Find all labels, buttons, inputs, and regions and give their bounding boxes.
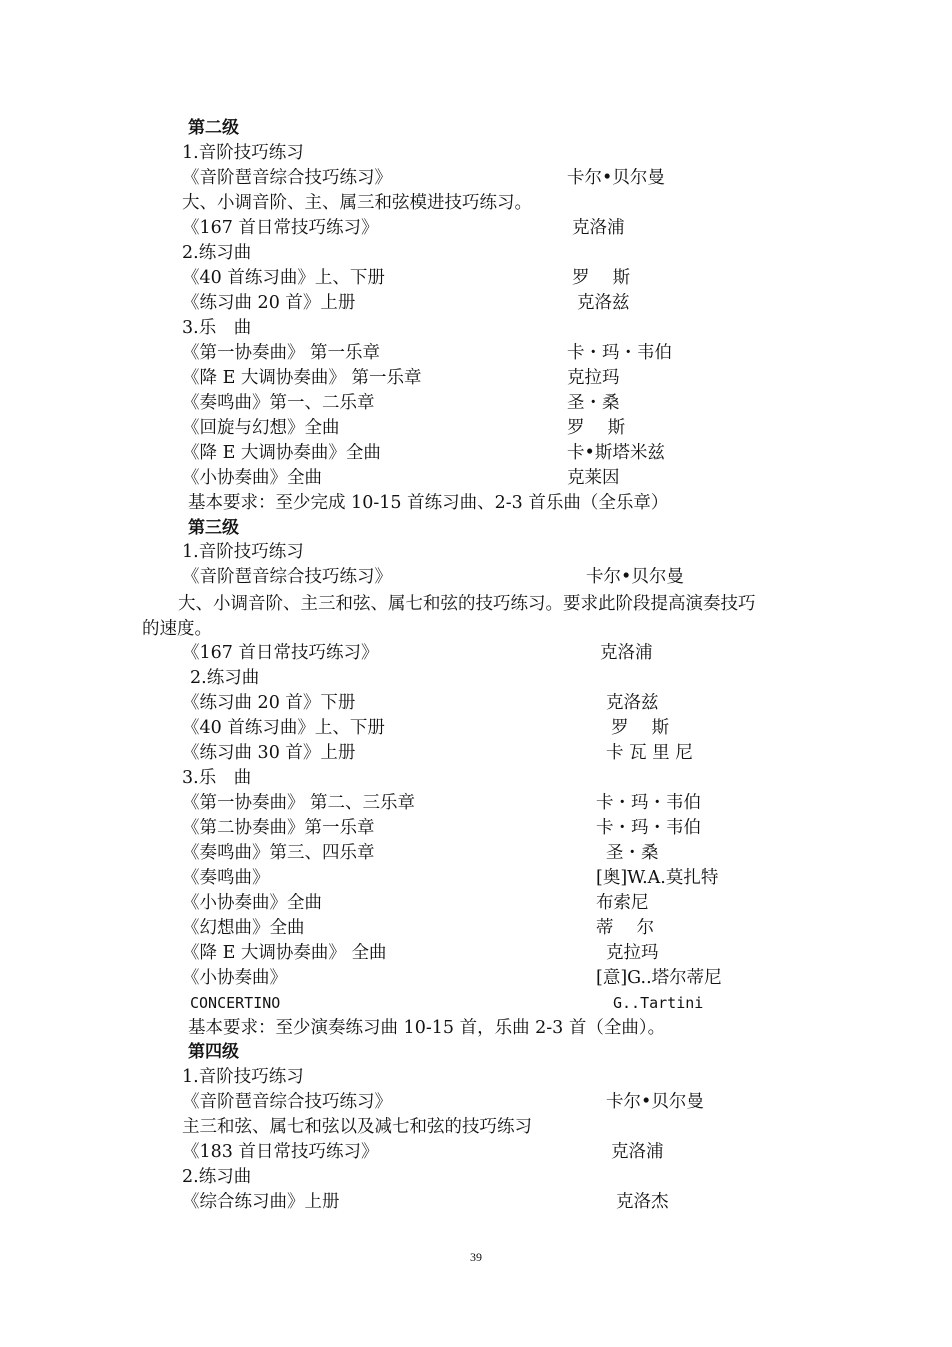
page-number: 39 [470,1250,482,1264]
line-author: 卡 瓦 里 尼 [606,743,693,763]
level-2-heading: 第二级 [188,118,239,138]
line-text: 《167 首日常技巧练习》 [182,218,379,238]
line-text: 《综合练习曲》上册 [182,1192,340,1212]
line-text: 大、小调音阶、主三和弦、属七和弦的技巧练习。要求此阶段提高演奏技巧 [178,594,756,614]
line-author: [奥]W.A.莫扎特 [596,868,719,888]
line-text: 《183 首日常技巧练习》 [182,1142,379,1162]
line-author: 卡•斯塔米兹 [567,443,665,463]
requirement-text: 基本要求：至少完成 10-15 首练习曲、2-3 首乐曲（全乐章） [188,493,669,513]
level-3-heading: 第三级 [188,518,239,538]
line-text: 《音阶琶音综合技巧练习》 [182,168,392,188]
line-text: 《奏鸣曲》第一、二乐章 [182,393,375,413]
line-text: 《小协奏曲》全曲 [182,468,322,488]
line-text: 1.音阶技巧练习 [182,542,304,562]
line-text: 2.练习曲 [190,668,260,688]
line-author: 卡尔•贝尔曼 [606,1092,704,1112]
line-text: 《音阶琶音综合技巧练习》 [182,567,392,587]
line-text: 《回旋与幻想》全曲 [182,418,340,438]
line-author: 卡尔•贝尔曼 [586,567,684,587]
line-author: 卡・玛・韦伯 [596,818,701,838]
line-text: 《练习曲 30 首》上册 [182,743,356,763]
line-text: 《167 首日常技巧练习》 [182,643,379,663]
line-text: 《第一协奏曲》 第一乐章 [182,343,381,363]
line-text: CONCERTINO [190,994,281,1012]
line-text: 的速度。 [142,619,212,639]
line-author: 卡・玛・韦伯 [567,343,672,363]
line-text: 《小协奏曲》全曲 [182,893,322,913]
line-author: 克洛浦 [611,1142,664,1162]
line-author: 克拉玛 [606,943,659,963]
line-author: 蒂 尔 [596,918,655,938]
line-text: 《练习曲 20 首》下册 [182,693,356,713]
line-text: 3.乐 曲 [182,768,252,788]
line-author: 罗 斯 [611,718,670,738]
line-text: 《音阶琶音综合技巧练习》 [182,1092,392,1112]
line-text: 《奏鸣曲》 [182,868,270,888]
line-author: 克洛兹 [606,693,659,713]
line-text: 《幻想曲》全曲 [182,918,305,938]
line-author: 布索尼 [596,893,649,913]
line-author: 克洛浦 [572,218,625,238]
line-author: 克洛兹 [577,293,630,313]
level-4-heading: 第四级 [188,1042,239,1062]
line-author: 圣・桑 [567,393,620,413]
line-author: [意]G..塔尔蒂尼 [596,968,722,988]
line-text: 主三和弦、属七和弦以及减七和弦的技巧练习 [182,1117,532,1137]
line-author: 克莱因 [567,468,620,488]
line-text: 3.乐 曲 [182,318,252,338]
line-author: 罗 斯 [567,418,626,438]
requirement-text: 基本要求：至少演奏练习曲 10-15 首，乐曲 2-3 首（全曲）。 [188,1018,666,1038]
line-text: 《降 E 大调协奏曲》 全曲 [182,943,387,963]
line-text: 《第二协奏曲》第一乐章 [182,818,375,838]
line-author: 罗 斯 [572,268,631,288]
line-author: 卡・玛・韦伯 [596,793,701,813]
line-author: 克拉玛 [567,368,620,388]
line-text: 大、小调音阶、主、属三和弦模进技巧练习。 [182,193,532,213]
line-text: 《奏鸣曲》第三、四乐章 [182,843,375,863]
line-text: 1.音阶技巧练习 [182,143,304,163]
line-text: 2.练习曲 [182,243,252,263]
line-text: 《40 首练习曲》上、下册 [182,718,385,738]
line-author: 克洛杰 [616,1192,669,1212]
line-text: 《第一协奏曲》 第二、三乐章 [182,793,416,813]
line-author: 克洛浦 [600,643,653,663]
line-text: 《练习曲 20 首》上册 [182,293,356,313]
line-author: 圣・桑 [606,843,659,863]
line-text: 1.音阶技巧练习 [182,1067,304,1087]
line-text: 《小协奏曲》 [182,968,287,988]
line-text: 《降 E 大调协奏曲》全曲 [182,443,381,463]
line-author: G..Tartini [613,994,704,1012]
line-text: 《40 首练习曲》上、下册 [182,268,385,288]
line-text: 2.练习曲 [182,1167,252,1187]
line-author: 卡尔•贝尔曼 [567,168,665,188]
line-text: 《降 E 大调协奏曲》 第一乐章 [182,368,422,388]
